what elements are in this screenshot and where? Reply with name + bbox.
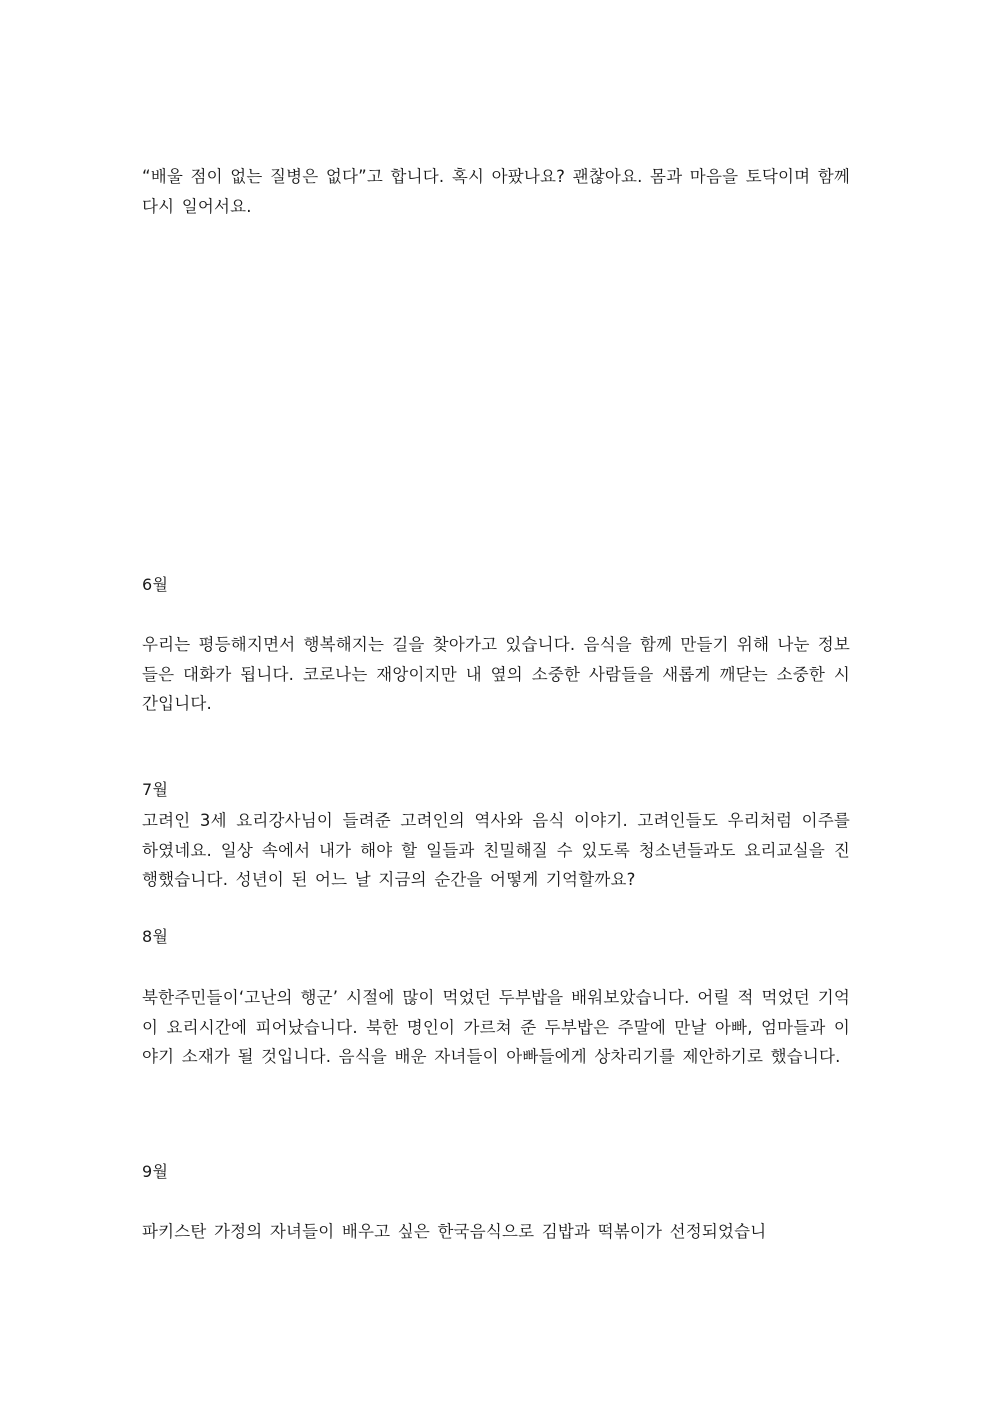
month-heading: 9월 [142, 1162, 169, 1181]
section-paragraph: 우리는 평등해지면서 행복해지는 길을 찾아가고 있습니다. 음식을 함께 만들기 위해 나눈 정보들은 대화가 됩니다. 코로나는 재앙이지만 내 옆의 소중한 사람들을 새롭게 깨닫는 소중한 시간입니다. [142, 635, 850, 713]
section-august [142, 927, 850, 947]
month-heading: 7월 [142, 780, 169, 799]
section-paragraph: 북한주민들이‘고난의 행군’ 시절에 많이 먹었던 두부밥을 배워보았습니다. 어릴 적 먹었던 기억이 요리시간에 피어났습니다. 북한 명인이 가르쳐 준 두부밥은 주말에 만날 아빠, 엄마들과 이야기 소재가 될 것입니다. 음식을 배운 자녀들이 아빠들에게 상차리기를 제안하기로 했습니다. [142, 988, 850, 1066]
section-july-body [142, 806, 850, 895]
intro-block [142, 162, 850, 221]
section-paragraph: 고려인 3세 요리강사님이 들려준 고려인의 역사와 음식 이야기. 고려인들도 우리처럼 이주를 하였네요. 일상 속에서 내가 해야 할 일들과 친밀해질 수 있도록 청소년들과도 요리교실을 진행했습니다. 성년이 된 어느 날 지금의 순간을 어떻게 기억할까요? [142, 811, 850, 889]
section-september-body [142, 1217, 850, 1247]
section-june-body [142, 630, 850, 719]
intro-paragraph: “배울 점이 없는 질병은 없다”고 합니다. 혹시 아팠나요? 괜찮아요. 몸과 마음을 토닥이며 함께 다시 일어서요. [142, 167, 850, 216]
month-heading: 8월 [142, 927, 169, 946]
section-july [142, 780, 850, 800]
section-september [142, 1162, 850, 1182]
section-august-body [142, 983, 850, 1072]
section-paragraph: 파키스탄 가정의 자녀들이 배우고 싶은 한국음식으로 김밥과 떡볶이가 선정되었습니 [142, 1222, 767, 1241]
month-heading: 6월 [142, 575, 169, 594]
section-june [142, 575, 850, 595]
